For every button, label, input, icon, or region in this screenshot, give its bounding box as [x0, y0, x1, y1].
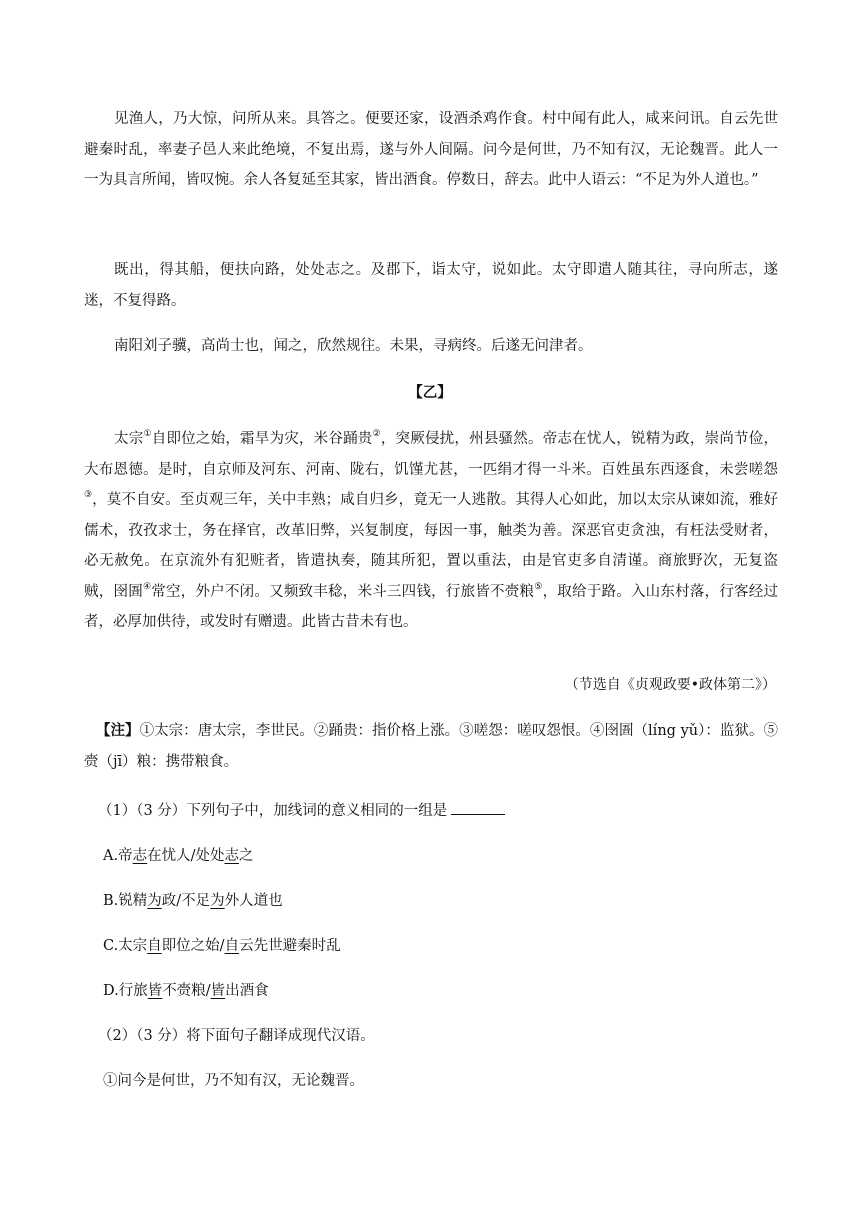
note-tag: 【注】 — [96, 722, 140, 739]
question-1-prompt: （1）（3 分）下列句子中，加线词的意义相同的一组是 — [98, 803, 448, 819]
option-text: 出酒食 — [225, 983, 269, 999]
option-text: B.锐精 — [103, 893, 148, 909]
note-text: ①太宗：唐太宗，李世民。②踊贵：指价格上涨。③嗟怨：嗟叹怨恨。④囹圄（líng yǔ）：监狱。⑤赍（jī）粮：携带粮食。 — [84, 723, 779, 770]
footnote-marker: ⑤ — [534, 581, 543, 592]
underlined-word: 自 — [224, 938, 240, 954]
underlined-word: 志 — [224, 848, 239, 864]
option-d — [103, 976, 269, 1006]
passage-yi-text: ，莫不自安。至贞观三年，关中丰熟；咸自归乡，竟无一人逃散。其得人心如此，加以太宗从谏如流，雅好儒术，孜孜求士，务在择官，改革旧弊，兴复制度，每因一事，触类为善。深恶官吏贪浊，有枉法受财者，必无赦免。在京流外有犯赃者，皆遣执奏，随其所犯，置以重法，由是官吏多自清谨。商旅野次，无复盗贼，囹圄 — [84, 492, 778, 600]
option-text: C.太宗 — [103, 938, 148, 954]
passage-yi-paragraph — [84, 424, 778, 638]
passage-yi-text: 自即位之始，霜旱为灾，米谷踊贵 — [151, 431, 373, 447]
option-b — [103, 886, 283, 916]
answer-blank[interactable] — [451, 800, 505, 815]
passage-yi-text: 太宗 — [114, 431, 144, 447]
underlined-word: 皆 — [210, 983, 226, 999]
passage-jia-paragraph-2: 既出，得其船，便扶向路，处处志之。及郡下，诣太守，说如此。太守即遣人随其往，寻向所志，遂迷，不复得路。 — [84, 262, 778, 309]
underlined-word: 为 — [147, 893, 162, 909]
option-text: D.行旅 — [103, 983, 148, 999]
passage-jia-paragraph-1: 见渔人，乃大惊，问所从来。具答之。便要还家，设酒杀鸡作食。村中闻有此人，咸来问讯。自云先世避秦时乱，率妻子邑人来此绝境，不复出焉，遂与外人间隔。问今是何世，乃不知有汉，无论魏晋。此人一一为具言所闻，皆叹惋。余人各复延至其家，皆出酒食。停数日，辞去。此中人语云：“不足为外人道也。” — [84, 111, 778, 188]
option-text: 外人道也 — [224, 893, 283, 909]
footnote-marker: ② — [372, 429, 381, 439]
passage-yi-text: 常空，外户不闭。又频致丰稔，米斗三四钱，行旅皆不赍粮 — [151, 583, 535, 600]
option-text: A.帝 — [103, 848, 133, 864]
option-text: 云先世避秦时乱 — [239, 938, 341, 954]
passage-yi-text: ，突厥侵扰，州县骚然。帝志在忧人，锐精为政，崇尚节俭，大布恩德。是时，自京师及河东、河南、陇右，饥馑尤甚，一匹绢才得一斗米。百姓虽东西逐食，未尝嗟怨 — [84, 431, 778, 478]
question-2-prompt: （2）（3 分）将下面句子翻译成现代汉语。 — [98, 1028, 375, 1044]
option-a — [103, 841, 253, 871]
option-text: 不赍粮/ — [162, 983, 211, 999]
question-1 — [98, 796, 505, 826]
question-2-sentence-1: ①问今是何世，乃不知有汉，无论魏晋。 — [103, 1073, 364, 1089]
underlined-word: 皆 — [147, 983, 163, 999]
underlined-word: 志 — [132, 848, 148, 864]
source-citation: （节选自《贞观政要•政体第二》） — [564, 677, 776, 693]
option-text: 之 — [238, 848, 254, 864]
footnote-marker: ① — [143, 429, 152, 439]
option-text: 在忧人/处处 — [147, 848, 225, 864]
annotation-note — [84, 716, 778, 777]
option-c — [103, 931, 341, 961]
footnote-marker: ③ — [84, 490, 93, 500]
passage-yi-text: ，取给于路。入山东村落，行客经过者，必厚加供待，或发时有赠遗。此皆古昔未有也。 — [84, 583, 779, 630]
footnote-marker: ④ — [142, 581, 152, 592]
option-text: 即位之始/ — [161, 938, 225, 954]
underlined-word: 自 — [147, 938, 162, 954]
passage-jia-paragraph-3: 南阳刘子骥，高尚士也，闻之，欣然规往。未果，寻病终。后遂无问津者。 — [114, 338, 593, 354]
passage-yi-heading: 【乙】 — [408, 384, 452, 401]
underlined-word: 为 — [210, 893, 225, 909]
option-text: 政/不足 — [161, 893, 211, 909]
